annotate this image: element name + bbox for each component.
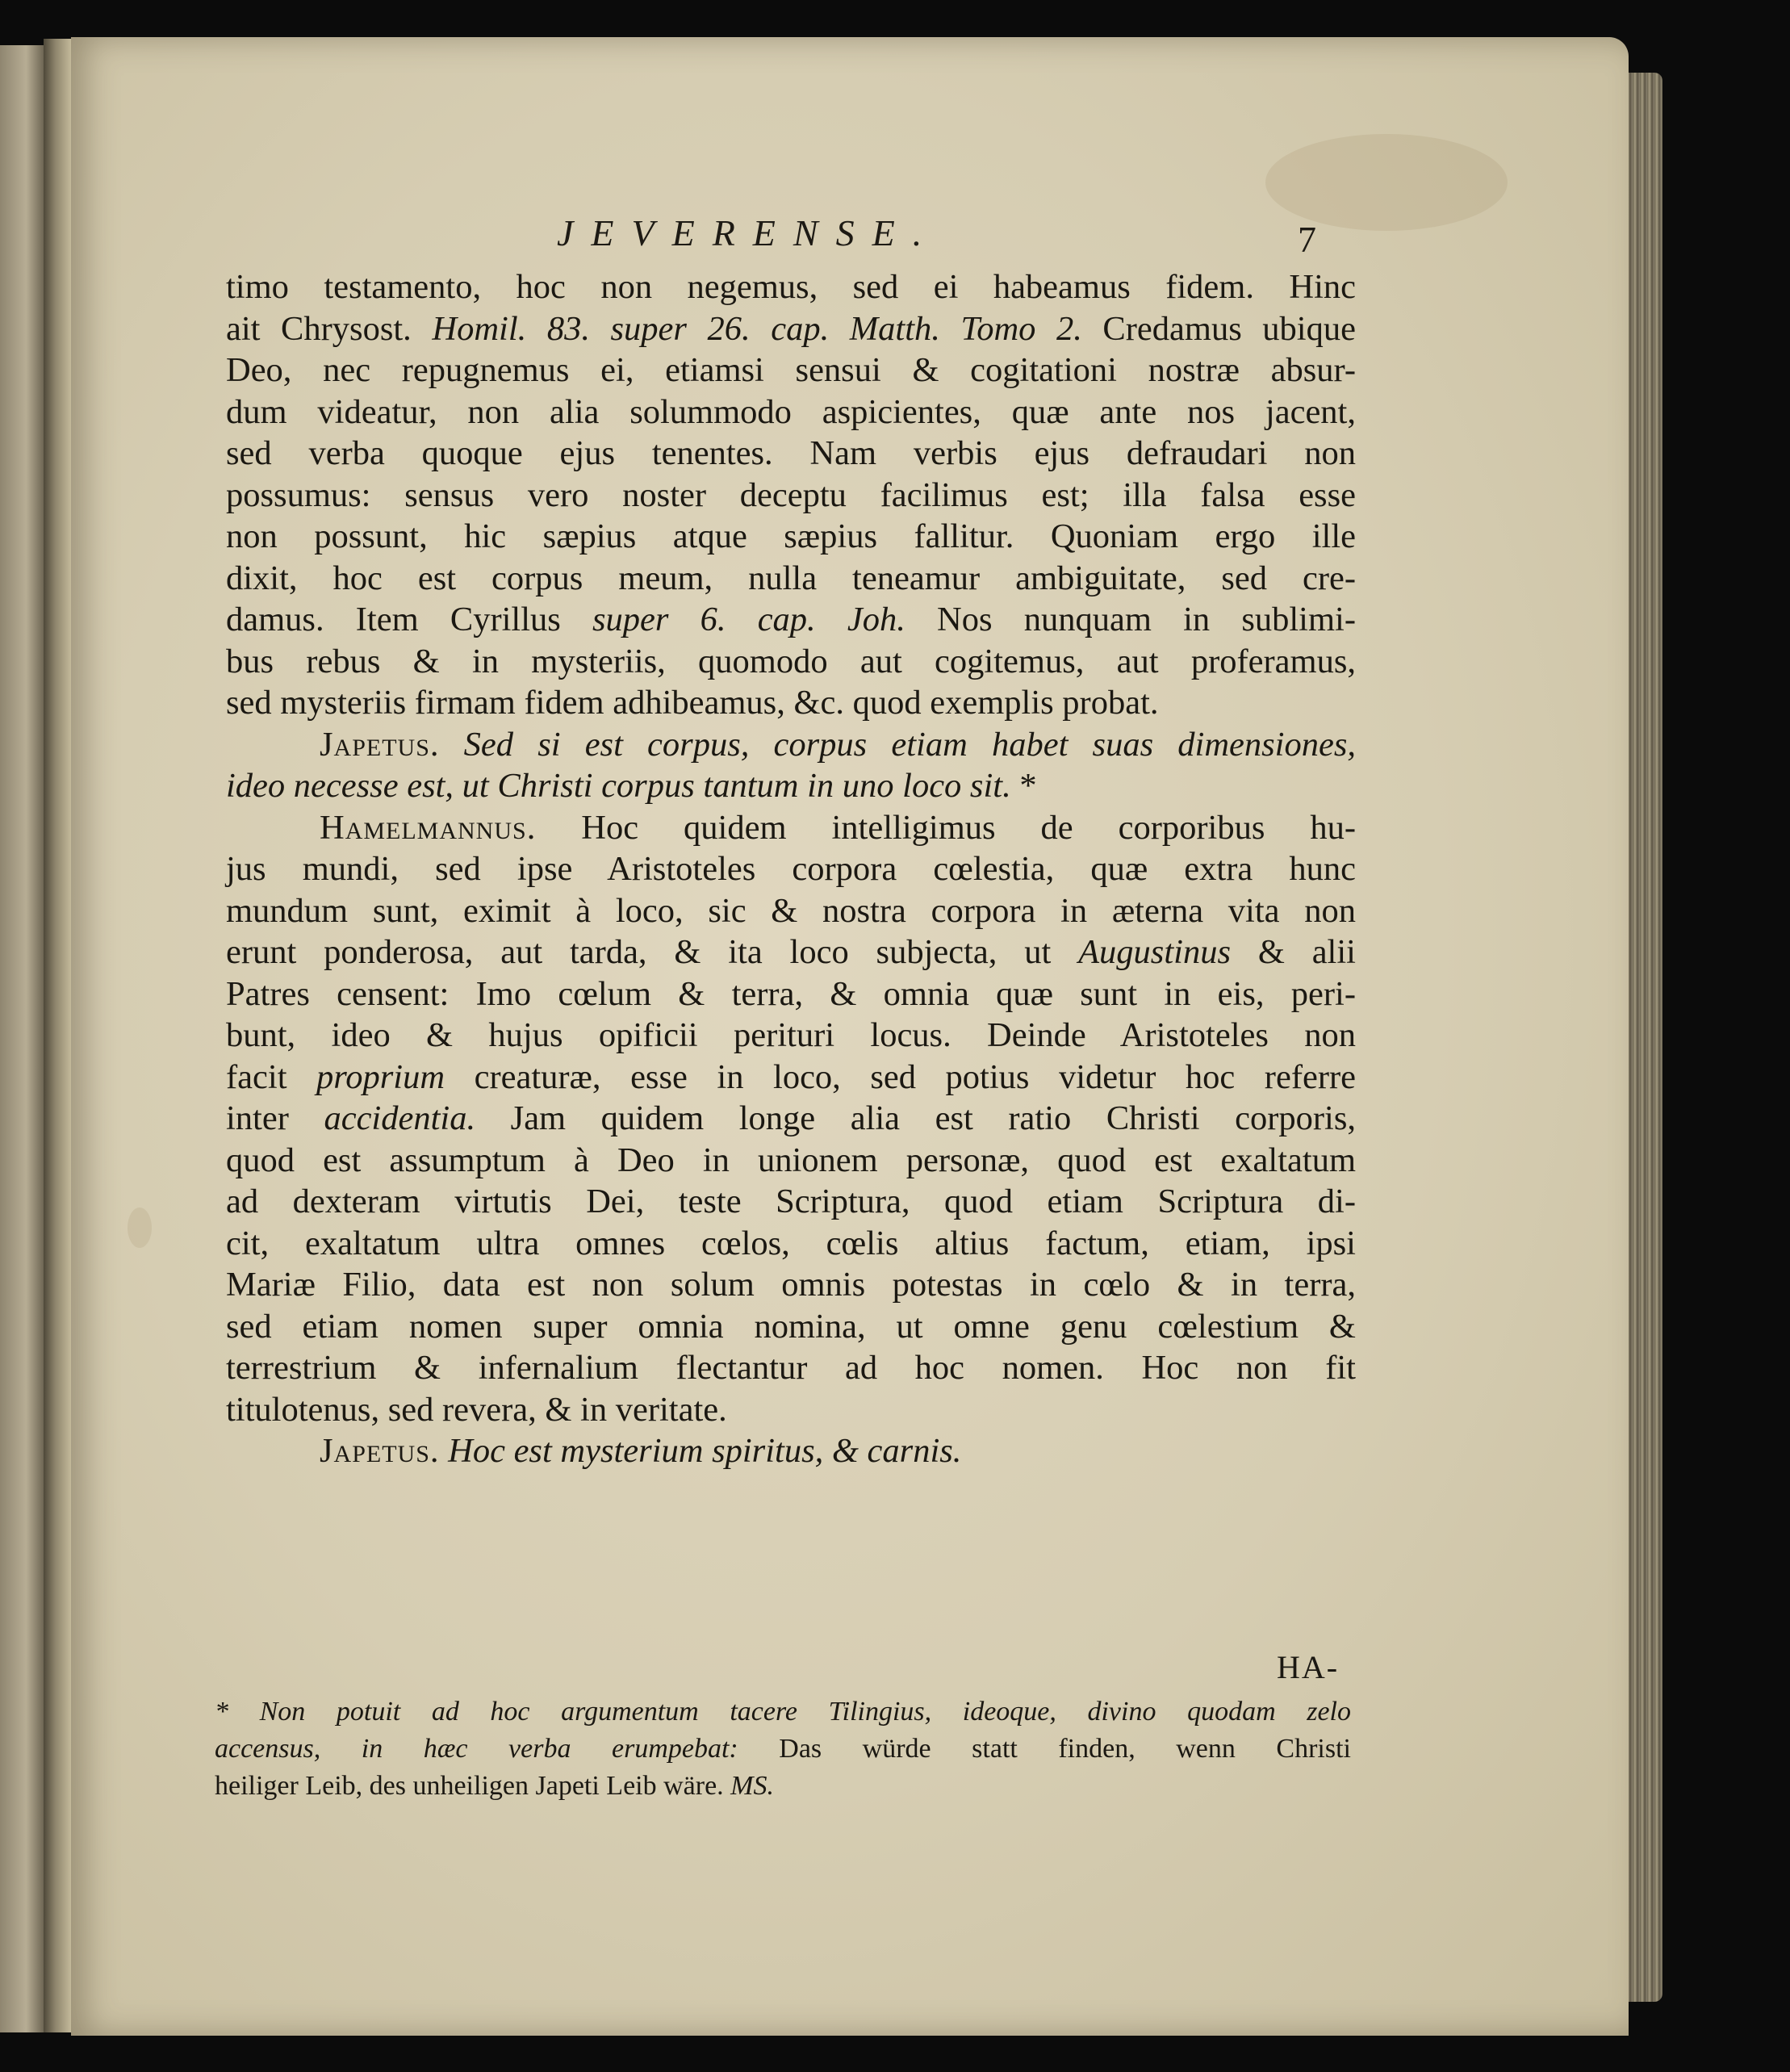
text-run: Jam quidem longe alia est ratio Christi corporis, xyxy=(475,1099,1356,1137)
text-run: Hoc quidem intelligimus de corporibus hu- xyxy=(536,808,1356,847)
text-run: * xyxy=(1010,767,1037,805)
text-run: timo testamento, hoc non negemus, sed ei habeamus fidem. Hinc xyxy=(226,268,1356,306)
text-line xyxy=(226,765,1356,807)
book-gutter xyxy=(44,39,73,2032)
text-line xyxy=(215,1768,1351,1805)
text-line xyxy=(226,350,1356,391)
text-line xyxy=(226,890,1356,932)
text-line xyxy=(226,475,1356,517)
text-line xyxy=(215,1731,1351,1768)
text-run: quod est assumptum à Deo in unionem personæ, quod est exaltatum xyxy=(226,1141,1356,1179)
text-run xyxy=(440,1432,449,1470)
text-line xyxy=(226,308,1356,350)
foxing-spot xyxy=(128,1208,152,1248)
text-run: dixit, hoc est corpus meum, nulla teneamur ambiguitate, sed cre- xyxy=(226,559,1356,597)
text-run: dum videatur, non alia solummodo aspicientes, quæ ante nos jacent, xyxy=(226,392,1356,431)
text-run: facit xyxy=(226,1057,317,1096)
text-run: ad dexteram virtutis Dei, teste Scriptura, quod etiam Scriptura di- xyxy=(226,1183,1356,1220)
text-line xyxy=(226,266,1356,308)
text-line xyxy=(226,1140,1356,1182)
catchword: HA- xyxy=(1277,1649,1340,1685)
text-line xyxy=(226,1057,1356,1099)
text-run: proprium xyxy=(316,1057,445,1096)
text-run: non possunt, hic sæpius atque sæpius fallitur. Quoniam ergo ille xyxy=(226,517,1356,555)
text-line xyxy=(226,558,1356,600)
text-line xyxy=(226,1389,1356,1431)
text-run: sed etiam nomen super omnia nomina, ut omne genu cœlestium & xyxy=(226,1307,1356,1346)
facing-page-edge xyxy=(0,45,44,2032)
text-line xyxy=(226,1430,1356,1472)
text-run: Deo, nec repugnemus ei, etiamsi sensui & cogitationi nostræ absur- xyxy=(226,351,1356,389)
text-run: erunt ponderosa, aut tarda, & ita loco subjecta, ut xyxy=(226,933,1079,971)
text-line xyxy=(226,931,1356,973)
text-run: Sed si est corpus, corpus etiam habet suas dimensiones, xyxy=(463,725,1356,764)
text-run: bunt, ideo & hujus opificii perituri locus. Deinde Aristoteles non xyxy=(226,1016,1356,1054)
text-run: & alii xyxy=(1231,933,1356,971)
body-text xyxy=(226,266,1356,1472)
text-run: Mariæ Filio, data est non solum omnis potestas in cœlo & in terra, xyxy=(226,1266,1356,1304)
text-line xyxy=(226,516,1356,558)
text-run: possumus: sensus vero noster deceptu facilimus est; illa falsa esse xyxy=(226,475,1356,514)
text-run: creaturæ, esse in loco, sed potius videtur hoc referre xyxy=(445,1057,1357,1096)
text-run: Das würde statt finden, wenn Christi xyxy=(738,1734,1351,1764)
text-line xyxy=(226,1181,1356,1223)
text-line xyxy=(226,1223,1356,1265)
text-run: terrestrium & infernalium flectantur ad hoc nomen. Hoc non fit xyxy=(226,1349,1356,1387)
text-run: sed mysteriis firmam fidem adhibeamus, &c. quod exemplis probat. xyxy=(226,684,1159,722)
text-line xyxy=(226,1015,1356,1057)
text-run: Credamus ubique xyxy=(1081,309,1356,348)
running-head: JEVERENSE. xyxy=(557,212,940,253)
text-run: sed verba quoque ejus tenentes. Nam verbis ejus defraudari non xyxy=(226,434,1356,472)
text-line xyxy=(226,1306,1356,1348)
text-run: Augustinus xyxy=(1078,933,1231,971)
page-number: 7 xyxy=(1298,219,1316,260)
text-run: MS. xyxy=(730,1771,774,1801)
text-line xyxy=(226,682,1356,724)
text-run: inter xyxy=(226,1099,324,1137)
text-run: cit, exaltatum ultra omnes cœlos, cœlis altius factum, etiam, ipsi xyxy=(226,1224,1356,1262)
text-line xyxy=(226,599,1356,641)
text-run: heiliger Leib, des unheiligen Japeti Leib wäre. xyxy=(215,1771,731,1801)
text-line xyxy=(226,973,1356,1015)
foxing-spot xyxy=(1265,134,1508,231)
text-line xyxy=(226,724,1356,766)
text-run: Japetus. xyxy=(320,1432,440,1470)
text-run: titulotenus, sed revera, & in veritate. xyxy=(226,1390,727,1429)
text-run: damus. Item Cyrillus xyxy=(226,601,592,638)
text-run: accidentia. xyxy=(324,1099,476,1137)
text-run: Patres censent: Imo cœlum & terra, & omnia quæ sunt in eis, peri- xyxy=(226,974,1356,1013)
text-run: jus mundi, sed ipse Aristoteles corpora cœlestia, quæ extra hunc xyxy=(226,850,1356,888)
text-run: ideo necesse est, ut Christi corpus tantum in uno loco sit. xyxy=(226,767,1011,805)
text-run: Homil. 83. super 26. cap. Matth. Tomo 2. xyxy=(432,309,1082,348)
text-run: super 6. cap. Joh. xyxy=(592,601,905,638)
text-line xyxy=(226,807,1356,849)
text-run: Japetus. xyxy=(320,725,440,764)
footnote xyxy=(215,1693,1351,1805)
text-run: Nos nunquam in sublimi- xyxy=(905,601,1356,638)
text-line xyxy=(226,391,1356,433)
text-line xyxy=(226,433,1356,475)
text-line xyxy=(226,1347,1356,1389)
text-run: ait Chrysost. xyxy=(226,309,433,348)
text-run: * Non potuit ad hoc argumentum tacere Tilingius, ideoque, divino quodam zelo xyxy=(215,1697,1351,1727)
text-line xyxy=(226,848,1356,890)
text-run: Hamelmannus. xyxy=(320,808,537,847)
text-run: mundum sunt, eximit à loco, sic & nostra corpora in æterna vita non xyxy=(226,891,1356,930)
text-run xyxy=(440,726,464,764)
text-line xyxy=(226,1264,1356,1306)
text-line xyxy=(215,1693,1351,1731)
text-run: bus rebus & in mysteriis, quomodo aut cogitemus, aut proferamus, xyxy=(226,642,1356,680)
text-line xyxy=(226,1098,1356,1140)
text-run: Hoc est mysterium spiritus, & carnis. xyxy=(448,1432,962,1470)
text-line xyxy=(226,641,1356,683)
text-run: accensus, in hæc verba erumpebat: xyxy=(215,1734,738,1764)
